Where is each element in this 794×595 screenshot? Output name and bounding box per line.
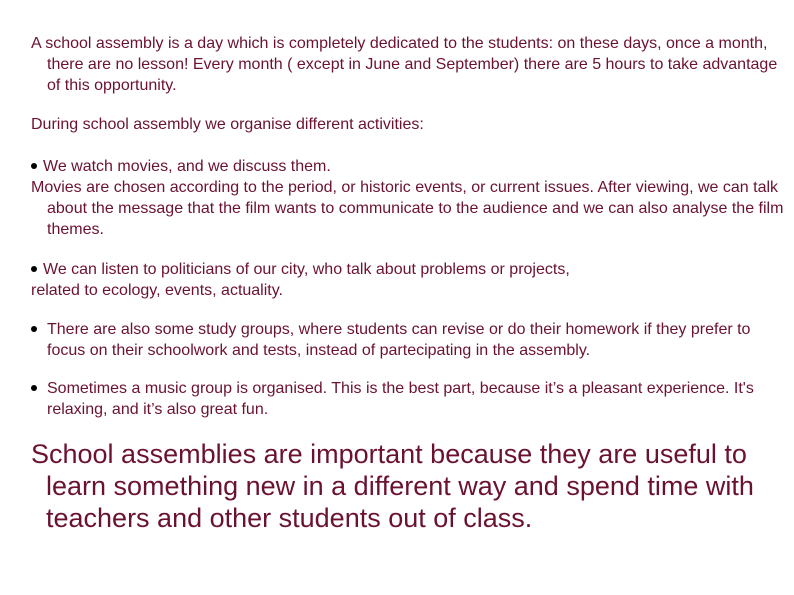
bullet-dot-icon <box>31 326 37 332</box>
politicians-detail: related to ecology, events, actuality. <box>31 282 283 299</box>
bullet-dot-icon <box>31 163 37 169</box>
intro-paragraph: A school assembly is a day which is completely dedicated to the students: on these days, once a month, there are no lesson! Every month ( except in June and September) there are 5 hours to take advantage of this opportunity. <box>31 35 778 94</box>
list-item-text: We can listen to politicians of our city, who talk about problems or projects, <box>43 261 570 278</box>
list-item-politicians <box>31 259 570 280</box>
list-item-text: We watch movies, and we discuss them. <box>43 158 331 175</box>
list-item-movies <box>31 156 331 177</box>
conclusion-paragraph: School assemblies are important because they are useful to learn something new in a different way and spend time with teachers and other students out of class. <box>31 439 754 533</box>
activities-heading: During school assembly we organise different activities: <box>31 116 424 133</box>
list-item-study-groups <box>31 319 776 361</box>
list-item-music-group <box>31 378 776 420</box>
bullet-dot-icon <box>31 266 37 272</box>
list-item-text: There are also some study groups, where students can revise or do their homework if they prefer to focus on their schoolwork and tests, instead of partecipating in the assembly. <box>47 321 751 359</box>
list-item-text: Sometimes a music group is organised. This is the best part, because it’s a pleasant experience. It's relaxing, and it’s also great fun. <box>47 380 754 418</box>
movies-detail: Movies are chosen according to the period, or historic events, or current issues. After viewing, we can talk about the message that the film wants to communicate to the audience and we can also analyse the film themes. <box>31 179 784 238</box>
bullet-dot-icon <box>31 385 37 391</box>
